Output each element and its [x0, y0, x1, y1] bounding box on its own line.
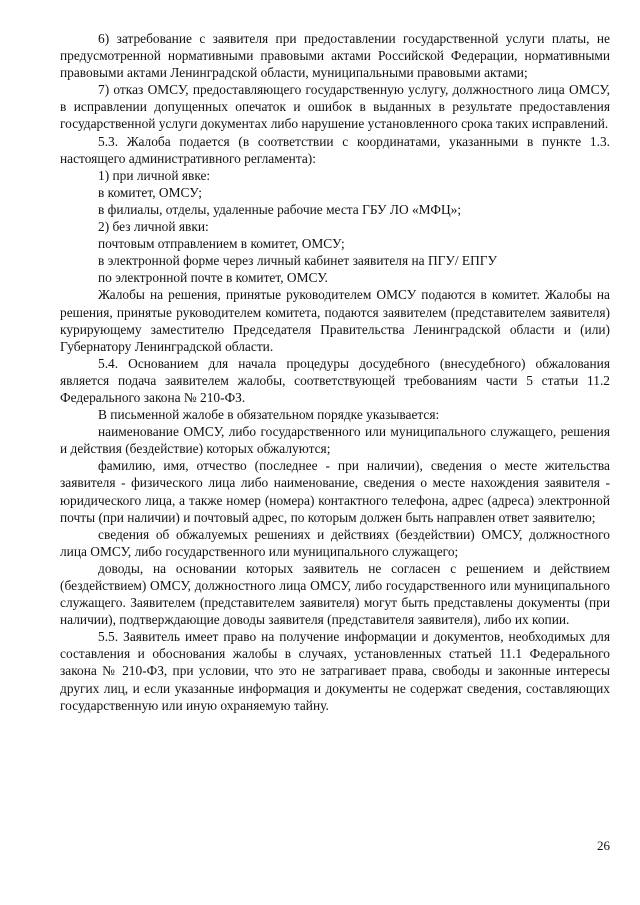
paragraph-5-3: 5.3. Жалоба подается (в соответствии с координатами, указанными в пункте 1.3. настоящего административного регламента):	[60, 133, 610, 166]
list-item-committee: в комитет, ОМСУ;	[98, 184, 202, 200]
paragraph-arguments: доводы, на основании которых заявитель не согласен с решением и действием (бездействием) ОМСУ, должностного лица ОМСУ, либо государственного или муниципального служащего. Заявителем (представителем заявителя) могут быть представлены документы (при наличии), подтверждающие доводы заявителя (представителя заявителя), либо их копии.	[60, 560, 610, 628]
list-item-personal-visit: 1) при личной явке:	[98, 167, 211, 183]
paragraph-written-complaint: В письменной жалобе в обязательном порядке указывается:	[98, 407, 440, 423]
page-number: 26	[597, 838, 610, 853]
paragraph-item-7: 7) отказ ОМСУ, предоставляющего государственную услугу, должностного лица ОМСУ, в исправлении допущенных опечаток и ошибок в выданных в результате предоставления государственной услуги документах либо нарушение установленного срока таких исправлений.	[60, 82, 610, 132]
paragraph-5-4: 5.4. Основанием для начала процедуры досудебного (внесудебного) обжалования является подача заявителем жалобы, соответствующей требованиям части 5 статьи 11.2 Федерального закона № 210-ФЗ.	[60, 355, 610, 405]
paragraph-applicant-details: фамилию, имя, отчество (последнее - при наличии), сведения о месте жительства заявителя - физического лица либо наименование, сведения о месте нахождения заявителя - юридического лица, а также номер (номера) контактного телефона, адрес (адреса) электронной почты (при наличии) и почтовый адрес, по которым должен быть направлен ответ заявителю;	[60, 458, 610, 525]
paragraph-5-5: 5.5. Заявитель имеет право на получение информации и документов, необходимых для составления и обоснования жалобы в случаях, установленных статьей 11.1 Федерального закона № 210-ФЗ, при условии, что это не затрагивает права, свободы и законные интересы других лиц, и если указанные информация и документы не содержат сведения, составляющих государственную или иную охраняемую тайну.	[60, 629, 610, 713]
paragraph-complaints-routing: Жалобы на решения, принятые руководителем ОМСУ подаются в комитет. Жалобы на решения, принятые руководителем комитета, подаются заявителем (представителем заявителя) курирующему заместителю Председателя Правительства Ленинградской области и (или) Губернатору Ленинградской области.	[60, 287, 610, 354]
list-item-electronic: в электронной форме через личный кабинет заявителя на ПГУ/ ЕПГУ	[98, 253, 497, 269]
document-body	[60, 30, 610, 714]
paragraph-appealed-decisions: сведения об обжалуемых решениях и действиях (бездействии) ОМСУ, должностного лица ОМСУ, либо государственного или муниципального служащего;	[60, 526, 610, 559]
list-item-email: по электронной почте в комитет, ОМСУ.	[98, 270, 328, 286]
list-item-no-visit: 2) без личной явки:	[98, 219, 209, 235]
paragraph-name-omsu: наименование ОМСУ, либо государственного или муниципального служащего, решения и действия (бездействие) которых обжалуются;	[60, 424, 610, 457]
list-item-postal: почтовым отправлением в комитет, ОМСУ;	[98, 236, 345, 252]
list-item-mfc: в филиалы, отделы, удаленные рабочие места ГБУ ЛО «МФЦ»;	[98, 201, 462, 217]
paragraph-item-6: 6) затребование с заявителя при предоставлении государственной услуги платы, не предусмотренной нормативными правовыми актами Российской Федерации, нормативными правовыми актами Ленинградской области, муниципальными правовыми актами;	[60, 31, 610, 81]
